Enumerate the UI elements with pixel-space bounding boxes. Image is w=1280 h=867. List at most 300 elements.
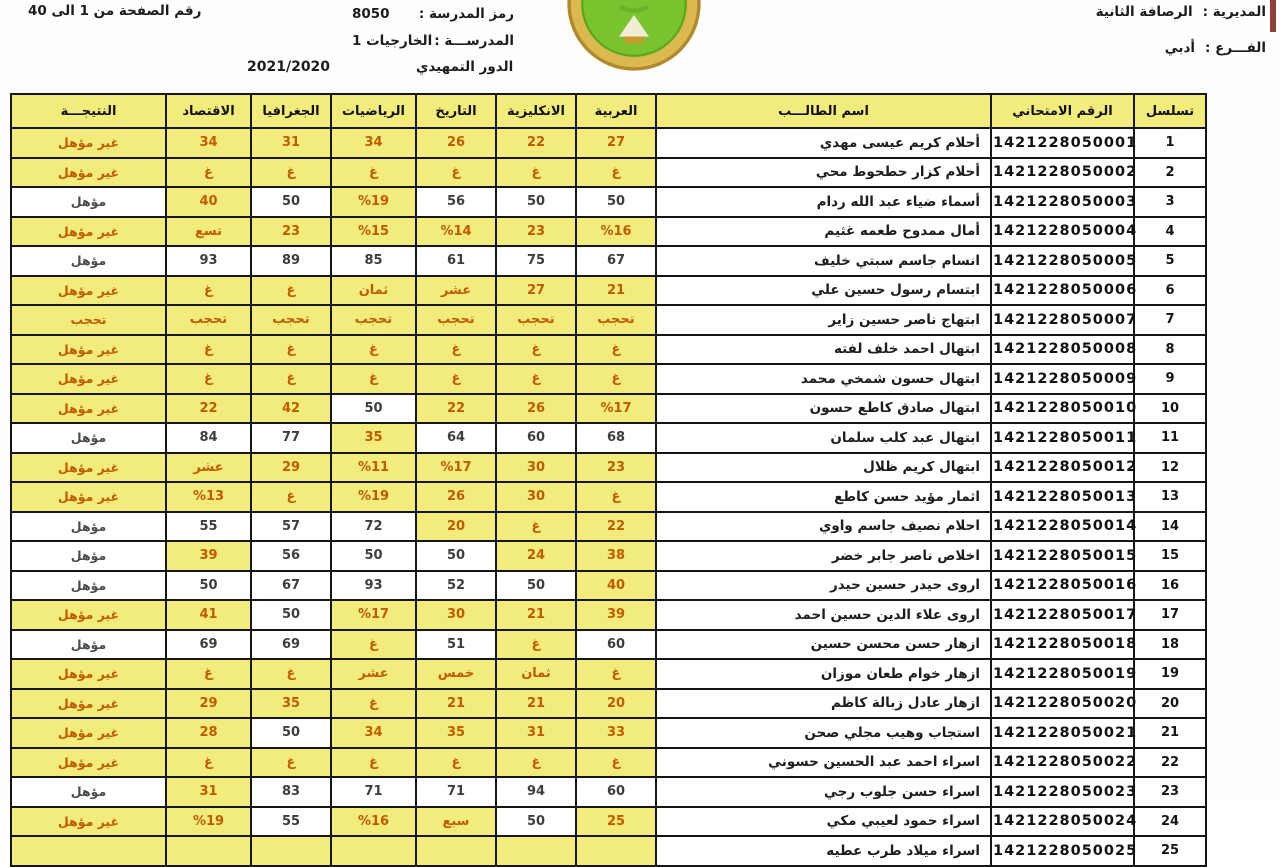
score-cell-arabic: 25	[576, 807, 656, 837]
score-cell-geography: 50	[251, 718, 331, 748]
exam-number-cell: 1421228050006	[991, 276, 1134, 306]
serial-cell: 22	[1134, 748, 1206, 778]
ministry-of-education-logo-icon	[566, 0, 702, 72]
score-cell-economics: 39	[166, 541, 251, 571]
score-cell-arabic: 38	[576, 541, 656, 571]
score-cell-history: 22	[416, 394, 496, 424]
result-cell: غير مؤهل	[11, 600, 166, 630]
col-header-economics: الاقتصاد	[166, 94, 251, 128]
school-name-line	[352, 33, 514, 49]
score-cell-economics: غ	[166, 748, 251, 778]
exam-number-cell: 1421228050002	[991, 158, 1134, 188]
score-cell-economics	[166, 836, 251, 866]
student-name-cell: ابتهال حسون شمخي محمد	[656, 364, 991, 394]
student-row	[11, 748, 1206, 778]
score-cell-english: 30	[496, 482, 576, 512]
score-cell-economics: 28	[166, 718, 251, 748]
score-cell-english: 21	[496, 600, 576, 630]
score-cell-english: 50	[496, 807, 576, 837]
student-name-cell: اسراء ميلاد طرب عطيه	[656, 836, 991, 866]
score-cell-english: 31	[496, 718, 576, 748]
score-cell-history: خمس	[416, 659, 496, 689]
result-cell: غير مؤهل	[11, 718, 166, 748]
score-cell-math: %16	[331, 807, 416, 837]
serial-cell: 14	[1134, 512, 1206, 542]
score-cell-geography: 29	[251, 453, 331, 483]
student-row	[11, 335, 1206, 365]
score-cell-arabic: 21	[576, 276, 656, 306]
score-cell-economics: 31	[166, 777, 251, 807]
serial-cell: 23	[1134, 777, 1206, 807]
score-cell-english: 50	[496, 571, 576, 601]
student-row	[11, 305, 1206, 335]
student-row	[11, 128, 1206, 158]
school-code-line	[352, 6, 514, 22]
student-row	[11, 630, 1206, 660]
score-cell-history: 56	[416, 187, 496, 217]
result-cell: غير مؤهل	[11, 276, 166, 306]
serial-cell: 15	[1134, 541, 1206, 571]
result-cell: مؤهل	[11, 630, 166, 660]
score-cell-arabic: 39	[576, 600, 656, 630]
student-row	[11, 364, 1206, 394]
student-name-cell: اسراء حسن جلوب رجي	[656, 777, 991, 807]
student-row	[11, 453, 1206, 483]
student-row	[11, 659, 1206, 689]
score-cell-english: 27	[496, 276, 576, 306]
student-name-cell: ازهار خوام طعان موزان	[656, 659, 991, 689]
score-cell-arabic: 33	[576, 718, 656, 748]
result-cell: مؤهل	[11, 541, 166, 571]
school-label: المدرســـة :	[434, 33, 514, 49]
result-cell	[11, 836, 166, 866]
result-cell: مؤهل	[11, 571, 166, 601]
score-cell-economics: 41	[166, 600, 251, 630]
result-cell: غير مؤهل	[11, 748, 166, 778]
serial-cell: 19	[1134, 659, 1206, 689]
serial-cell: 21	[1134, 718, 1206, 748]
page-range: رقم الصفحة من 1 الى 40	[28, 3, 202, 19]
exam-number-cell: 1421228050022	[991, 748, 1134, 778]
score-cell-math: 93	[331, 571, 416, 601]
exam-number-cell: 1421228050017	[991, 600, 1134, 630]
score-cell-arabic: 23	[576, 453, 656, 483]
serial-cell: 16	[1134, 571, 1206, 601]
score-cell-arabic: 60	[576, 777, 656, 807]
exam-number-cell: 1421228050003	[991, 187, 1134, 217]
serial-cell: 10	[1134, 394, 1206, 424]
student-name-cell: أحلام كريم عيسى مهدي	[656, 128, 991, 158]
score-cell-history: سبع	[416, 807, 496, 837]
exam-number-cell: 1421228050015	[991, 541, 1134, 571]
branch-label: الفـــرع :	[1205, 40, 1266, 56]
score-cell-economics: عشر	[166, 453, 251, 483]
student-row	[11, 541, 1206, 571]
score-cell-history: غ	[416, 364, 496, 394]
exam-number-cell: 1421228050018	[991, 630, 1134, 660]
exam-number-cell: 1421228050010	[991, 394, 1134, 424]
score-cell-geography: 35	[251, 689, 331, 719]
score-cell-economics: 93	[166, 246, 251, 276]
score-cell-history: غ	[416, 335, 496, 365]
exam-number-cell: 1421228050014	[991, 512, 1134, 542]
serial-cell: 17	[1134, 600, 1206, 630]
serial-cell: 12	[1134, 453, 1206, 483]
result-cell: مؤهل	[11, 246, 166, 276]
col-header-exam-number: الرقم الامتحاني	[991, 94, 1134, 128]
exam-number-cell: 1421228050001	[991, 128, 1134, 158]
score-cell-math: %11	[331, 453, 416, 483]
score-cell-economics: 29	[166, 689, 251, 719]
student-row	[11, 600, 1206, 630]
score-cell-history: 64	[416, 423, 496, 453]
score-cell-geography	[251, 836, 331, 866]
score-cell-math: %15	[331, 217, 416, 247]
score-cell-economics: تحجب	[166, 305, 251, 335]
col-header-arabic: العربية	[576, 94, 656, 128]
score-cell-economics: 22	[166, 394, 251, 424]
student-row	[11, 394, 1206, 424]
score-cell-english: 94	[496, 777, 576, 807]
score-cell-geography: 31	[251, 128, 331, 158]
score-cell-geography: 69	[251, 630, 331, 660]
student-row	[11, 718, 1206, 748]
score-cell-economics: غ	[166, 659, 251, 689]
score-cell-math: غ	[331, 335, 416, 365]
score-cell-english: غ	[496, 158, 576, 188]
exam-number-cell: 1421228050024	[991, 807, 1134, 837]
student-name-cell: اثمار مؤيد حسن كاطع	[656, 482, 991, 512]
serial-cell: 25	[1134, 836, 1206, 866]
score-cell-economics: 34	[166, 128, 251, 158]
exam-number-cell: 1421228050013	[991, 482, 1134, 512]
score-cell-arabic: 40	[576, 571, 656, 601]
student-name-cell: اروى حيدر حسين حيدر	[656, 571, 991, 601]
score-cell-english: 60	[496, 423, 576, 453]
score-cell-arabic: غ	[576, 364, 656, 394]
score-cell-economics: غ	[166, 364, 251, 394]
score-cell-english: غ	[496, 512, 576, 542]
score-cell-english: 26	[496, 394, 576, 424]
student-row	[11, 217, 1206, 247]
col-header-serial: تسلسل	[1134, 94, 1206, 128]
serial-cell: 24	[1134, 807, 1206, 837]
score-cell-history: 26	[416, 482, 496, 512]
student-name-cell: ابتهال صادق كاطع حسون	[656, 394, 991, 424]
school-code-value: 8050	[352, 6, 390, 22]
school-year: 2021/2020	[247, 59, 331, 75]
score-cell-economics: 40	[166, 187, 251, 217]
score-cell-history: غ	[416, 748, 496, 778]
exam-number-cell: 1421228050023	[991, 777, 1134, 807]
score-cell-math: غ	[331, 364, 416, 394]
score-cell-math: 35	[331, 423, 416, 453]
score-cell-economics: 84	[166, 423, 251, 453]
exam-number-cell: 1421228050005	[991, 246, 1134, 276]
score-cell-arabic: 60	[576, 630, 656, 660]
col-header-english: الانكليزية	[496, 94, 576, 128]
score-cell-arabic: 68	[576, 423, 656, 453]
serial-cell: 20	[1134, 689, 1206, 719]
score-cell-math: 85	[331, 246, 416, 276]
student-name-cell: ازهار عادل زبالة كاظم	[656, 689, 991, 719]
score-cell-geography: 57	[251, 512, 331, 542]
score-cell-arabic: غ	[576, 335, 656, 365]
student-row	[11, 512, 1206, 542]
results-table	[10, 93, 1207, 867]
score-cell-history: 26	[416, 128, 496, 158]
score-cell-history: %14	[416, 217, 496, 247]
result-cell: غير مؤهل	[11, 335, 166, 365]
score-cell-economics: 69	[166, 630, 251, 660]
score-cell-geography: غ	[251, 364, 331, 394]
student-name-cell: احلام نصيف جاسم واوي	[656, 512, 991, 542]
score-cell-geography: غ	[251, 659, 331, 689]
result-cell: غير مؤهل	[11, 453, 166, 483]
score-cell-geography: تحجب	[251, 305, 331, 335]
score-cell-english: غ	[496, 748, 576, 778]
score-cell-history: 61	[416, 246, 496, 276]
serial-cell: 2	[1134, 158, 1206, 188]
score-cell-history: 50	[416, 541, 496, 571]
score-cell-economics: 55	[166, 512, 251, 542]
student-name-cell: ابتسام رسول حسين علي	[656, 276, 991, 306]
col-header-math: الرياضيات	[331, 94, 416, 128]
student-name-cell: اخلاص ناصر جابر خضر	[656, 541, 991, 571]
student-name-cell: أحلام كزار حطحوط محي	[656, 158, 991, 188]
branch-value: أدبي	[1164, 40, 1196, 56]
school-value: الخارجيات 1	[352, 33, 433, 49]
directorate-line	[1096, 4, 1266, 20]
score-cell-economics: تسع	[166, 217, 251, 247]
result-cell: غير مؤهل	[11, 128, 166, 158]
score-cell-history: غ	[416, 158, 496, 188]
score-cell-economics: غ	[166, 335, 251, 365]
result-cell: غير مؤهل	[11, 217, 166, 247]
score-cell-math: 72	[331, 512, 416, 542]
header-row	[11, 94, 1206, 128]
result-cell: غير مؤهل	[11, 482, 166, 512]
student-row	[11, 158, 1206, 188]
score-cell-geography: 83	[251, 777, 331, 807]
score-cell-math: %19	[331, 187, 416, 217]
score-cell-geography: غ	[251, 335, 331, 365]
score-cell-math	[331, 836, 416, 866]
student-row	[11, 246, 1206, 276]
score-cell-english: ثمان	[496, 659, 576, 689]
result-cell: مؤهل	[11, 777, 166, 807]
score-cell-math: 34	[331, 128, 416, 158]
col-header-student-name: اسم الطالـــب	[656, 94, 991, 128]
serial-cell: 3	[1134, 187, 1206, 217]
result-cell: مؤهل	[11, 423, 166, 453]
score-cell-english: غ	[496, 364, 576, 394]
col-header-geography: الجغرافيا	[251, 94, 331, 128]
page-edge-mark	[1270, 0, 1276, 32]
school-code-label: رمز المدرسة :	[418, 6, 514, 22]
score-cell-math: غ	[331, 689, 416, 719]
score-cell-math: %19	[331, 482, 416, 512]
score-cell-history: 71	[416, 777, 496, 807]
student-name-cell: أسماء ضياء عبد الله ردام	[656, 187, 991, 217]
score-cell-history	[416, 836, 496, 866]
score-cell-geography: 23	[251, 217, 331, 247]
score-cell-geography: غ	[251, 482, 331, 512]
exam-number-cell: 1421228050019	[991, 659, 1134, 689]
serial-cell: 13	[1134, 482, 1206, 512]
score-cell-geography: 89	[251, 246, 331, 276]
score-cell-math: %17	[331, 600, 416, 630]
score-cell-arabic: %17	[576, 394, 656, 424]
score-cell-math: تحجب	[331, 305, 416, 335]
exam-number-cell: 1421228050012	[991, 453, 1134, 483]
student-name-cell: اروى علاء الدين حسين احمد	[656, 600, 991, 630]
score-cell-arabic	[576, 836, 656, 866]
score-cell-arabic: 22	[576, 512, 656, 542]
score-cell-arabic: غ	[576, 482, 656, 512]
score-cell-arabic: 50	[576, 187, 656, 217]
score-cell-geography: 77	[251, 423, 331, 453]
serial-cell: 8	[1134, 335, 1206, 365]
score-cell-arabic: %16	[576, 217, 656, 247]
score-cell-history: 20	[416, 512, 496, 542]
student-name-cell: اسراء حمود لعيبي مكي	[656, 807, 991, 837]
student-row	[11, 777, 1206, 807]
student-name-cell: ابتهاج ناصر حسين زاير	[656, 305, 991, 335]
score-cell-geography: 42	[251, 394, 331, 424]
score-cell-arabic: 27	[576, 128, 656, 158]
student-name-cell: ازهار حسن محسن حسين	[656, 630, 991, 660]
student-name-cell: اسراء احمد عبد الحسين حسوني	[656, 748, 991, 778]
score-cell-arabic: 67	[576, 246, 656, 276]
branch-line	[1165, 40, 1266, 56]
student-row	[11, 689, 1206, 719]
result-cell: غير مؤهل	[11, 659, 166, 689]
exam-number-cell: 1421228050021	[991, 718, 1134, 748]
score-cell-history: تحجب	[416, 305, 496, 335]
result-cell: غير مؤهل	[11, 394, 166, 424]
score-cell-economics: %19	[166, 807, 251, 837]
score-cell-geography: غ	[251, 276, 331, 306]
exam-number-cell: 1421228050008	[991, 335, 1134, 365]
student-row	[11, 423, 1206, 453]
score-cell-english: 22	[496, 128, 576, 158]
result-cell: غير مؤهل	[11, 807, 166, 837]
score-cell-history: عشر	[416, 276, 496, 306]
student-row	[11, 836, 1206, 866]
score-cell-math: 50	[331, 394, 416, 424]
score-cell-english: غ	[496, 630, 576, 660]
student-row	[11, 571, 1206, 601]
student-row	[11, 187, 1206, 217]
score-cell-math: غ	[331, 630, 416, 660]
score-cell-history: 52	[416, 571, 496, 601]
score-cell-arabic: غ	[576, 659, 656, 689]
score-cell-geography: 67	[251, 571, 331, 601]
score-cell-history: 21	[416, 689, 496, 719]
score-cell-geography: 50	[251, 187, 331, 217]
score-cell-history: 51	[416, 630, 496, 660]
score-cell-arabic: غ	[576, 748, 656, 778]
score-cell-history: %17	[416, 453, 496, 483]
serial-cell: 11	[1134, 423, 1206, 453]
score-cell-geography: 50	[251, 600, 331, 630]
student-name-cell: انسام جاسم سبتي خليف	[656, 246, 991, 276]
score-cell-history: 35	[416, 718, 496, 748]
exam-round: الدور التمهيدي	[416, 59, 514, 75]
exam-number-cell: 1421228050020	[991, 689, 1134, 719]
score-cell-geography: 56	[251, 541, 331, 571]
score-cell-economics: غ	[166, 158, 251, 188]
result-cell: غير مؤهل	[11, 158, 166, 188]
score-cell-english: 21	[496, 689, 576, 719]
score-cell-history: 30	[416, 600, 496, 630]
score-cell-english: 23	[496, 217, 576, 247]
student-name-cell: ابتهال احمد خلف لفته	[656, 335, 991, 365]
serial-cell: 7	[1134, 305, 1206, 335]
score-cell-english: غ	[496, 335, 576, 365]
score-cell-economics: غ	[166, 276, 251, 306]
score-cell-english: 30	[496, 453, 576, 483]
score-cell-arabic: تحجب	[576, 305, 656, 335]
score-cell-math: 71	[331, 777, 416, 807]
score-cell-geography: 55	[251, 807, 331, 837]
score-cell-math: عشر	[331, 659, 416, 689]
score-cell-geography: غ	[251, 748, 331, 778]
score-cell-economics: %13	[166, 482, 251, 512]
score-cell-english: 24	[496, 541, 576, 571]
serial-cell: 4	[1134, 217, 1206, 247]
score-cell-math: 34	[331, 718, 416, 748]
result-cell: غير مؤهل	[11, 689, 166, 719]
serial-cell: 1	[1134, 128, 1206, 158]
score-cell-english: تحجب	[496, 305, 576, 335]
student-name-cell: ابتهال كريم ظلال	[656, 453, 991, 483]
exam-number-cell: 1421228050025	[991, 836, 1134, 866]
score-cell-arabic: 20	[576, 689, 656, 719]
score-cell-arabic: غ	[576, 158, 656, 188]
serial-cell: 9	[1134, 364, 1206, 394]
exam-number-cell: 1421228050004	[991, 217, 1134, 247]
score-cell-math: غ	[331, 748, 416, 778]
result-cell: غير مؤهل	[11, 364, 166, 394]
student-row	[11, 276, 1206, 306]
exam-number-cell: 1421228050007	[991, 305, 1134, 335]
student-name-cell: ابتهال عبد كلب سلمان	[656, 423, 991, 453]
result-cell: تحجب	[11, 305, 166, 335]
col-header-result: النتيجـــة	[11, 94, 166, 128]
score-cell-math: 50	[331, 541, 416, 571]
directorate-value: الرصافة الثانية	[1095, 4, 1193, 20]
result-cell: مؤهل	[11, 187, 166, 217]
directorate-label: المديرية :	[1202, 4, 1266, 20]
score-cell-english: 50	[496, 187, 576, 217]
serial-cell: 6	[1134, 276, 1206, 306]
col-header-history: التاريخ	[416, 94, 496, 128]
score-cell-economics: 50	[166, 571, 251, 601]
score-cell-english	[496, 836, 576, 866]
exam-number-cell: 1421228050016	[991, 571, 1134, 601]
serial-cell: 18	[1134, 630, 1206, 660]
result-cell: مؤهل	[11, 512, 166, 542]
serial-cell: 5	[1134, 246, 1206, 276]
score-cell-math: غ	[331, 158, 416, 188]
student-name-cell: استجاب وهيب مجلي صحن	[656, 718, 991, 748]
exam-number-cell: 1421228050011	[991, 423, 1134, 453]
exam-number-cell: 1421228050009	[991, 364, 1134, 394]
score-cell-english: 75	[496, 246, 576, 276]
student-row	[11, 482, 1206, 512]
